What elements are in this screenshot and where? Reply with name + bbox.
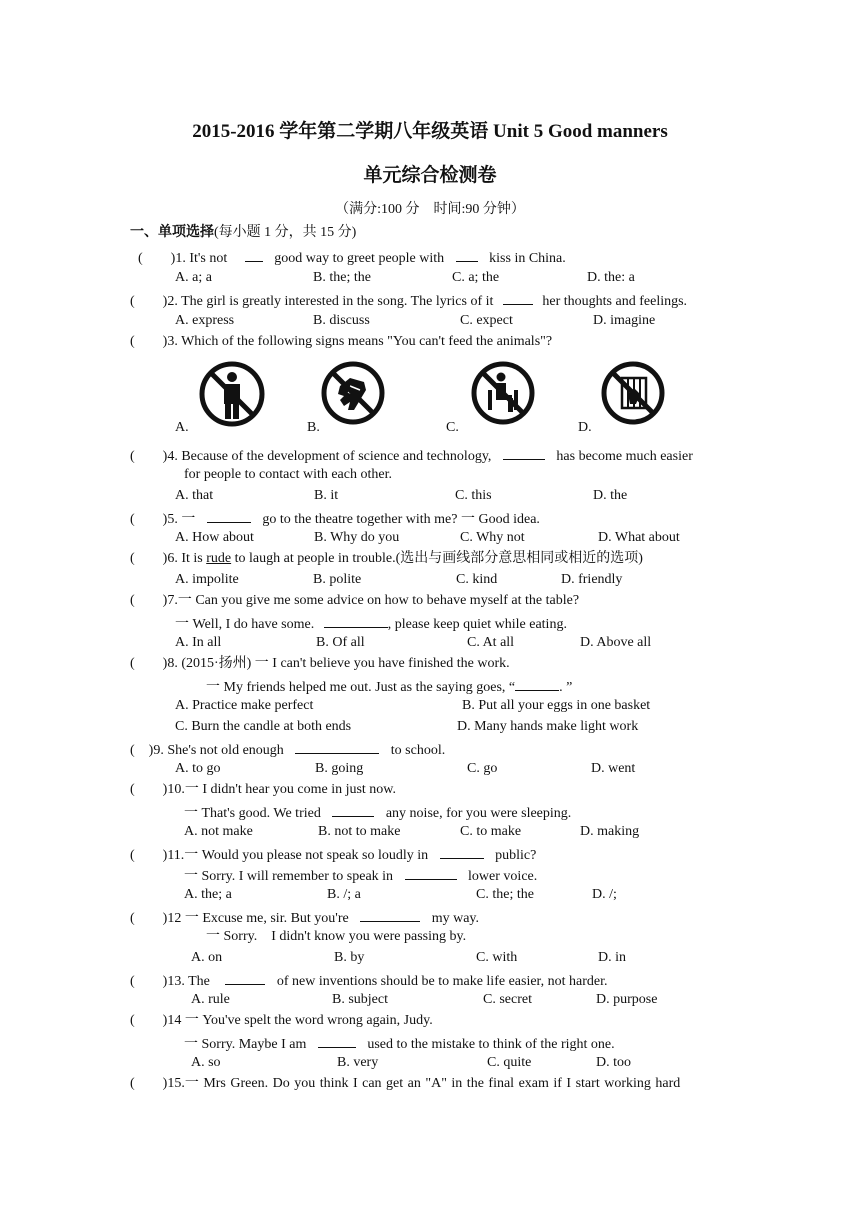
exam-title: 2015-2016 学年第二学期八年级英语 Unit 5 Good manners [192, 121, 668, 142]
q7-opt-b: B. Of all [316, 635, 365, 650]
question-2 [130, 290, 687, 311]
q13-opt-d: D. purpose [596, 992, 658, 1007]
section-title: 一、单项选择 [130, 225, 214, 240]
q13-opt-c: C. secret [483, 992, 532, 1007]
q8-opt-d: D. Many hands make light work [457, 719, 639, 734]
question-3: ( )3. Which of the following signs means "You can't feed the animals"? [130, 334, 553, 349]
q4-stem: ( )4. Because of the development of science and technology, [130, 449, 492, 464]
q8-stem-2: 一 My friends helped me out. Just as the saying goes, “ [206, 680, 516, 695]
q7-blank [324, 613, 388, 628]
q11-opt-b: B. /; a [327, 887, 361, 902]
q8-opt-c: C. Burn the candle at both ends [175, 719, 352, 734]
q5-opt-d: D. What about [598, 530, 680, 545]
q1-stem-2: good way to greet people with [274, 251, 445, 266]
q11-stem: ( )11.一 Would you please not speak so loudly in [130, 848, 429, 863]
q8-opt-b: B. Put all your eggs in one basket [462, 698, 651, 713]
q12-reply: 一 Sorry. I didn't know you were passing by. [206, 929, 467, 944]
q6-opt-b: B. polite [313, 572, 362, 587]
q12-stem: ( )12 一 Excuse me, sir. But you're [130, 911, 349, 926]
q14-stem-3: used to the mistake to think of the right one. [367, 1037, 615, 1052]
q10-opt-b: B. not to make [318, 824, 401, 839]
q4-stem-2: has become much easier [556, 449, 693, 464]
question-9 [130, 739, 445, 760]
q13-opt-b: B. subject [332, 992, 388, 1007]
q13-stem-2: of new inventions should be to make life easier, not harder. [276, 974, 608, 989]
q11-stem-2: public? [495, 848, 537, 863]
q8-stem-3: . ” [559, 680, 573, 695]
q5-opt-b: B. Why do you [314, 530, 400, 545]
q9-stem-2: to school. [390, 743, 446, 758]
no-sitting-sign-icon [470, 360, 536, 426]
q3-opt-d: D. [578, 420, 592, 435]
q11-opt-a: A. the; a [184, 887, 232, 902]
q12-opt-c: C. with [476, 950, 518, 965]
q3-opt-a: A. [175, 420, 189, 435]
q7-reply [175, 613, 567, 634]
q11-blank-2 [405, 865, 457, 880]
q14-opt-d: D. too [596, 1055, 631, 1070]
q11-blank-1 [440, 844, 484, 859]
question-12 [130, 907, 479, 928]
q4-opt-d: D. the [593, 488, 628, 503]
q1-stem: ( )1. It's not [138, 251, 228, 266]
q9-stem: ( )9. She's not old enough [130, 743, 284, 758]
q11-stem-4: lower voice. [468, 869, 538, 884]
q6-opt-c: C. kind [456, 572, 498, 587]
q7-opt-d: D. Above all [580, 635, 652, 650]
q13-stem: ( )13. The [130, 974, 210, 989]
question-11 [130, 844, 536, 865]
section-heading [130, 224, 356, 242]
q12-opt-a: A. on [191, 950, 223, 965]
q14-blank [318, 1033, 356, 1048]
q14-opt-b: B. very [337, 1055, 379, 1070]
q1-opt-b: B. the; the [313, 270, 371, 285]
q10-opt-a: A. not make [184, 824, 253, 839]
section-note: (每小题 1 分，共 15 分) [214, 225, 357, 240]
q7-stem-3: , please keep quiet while eating. [387, 617, 567, 632]
question-10: ( )10.一 I didn't hear you come in just now. [130, 782, 397, 797]
question-1 [138, 247, 566, 268]
q10-reply [184, 802, 571, 823]
q5-stem-2: go to the theatre together with me? 一 Good idea. [262, 512, 540, 527]
q4-stem-3: for people to contact with each other. [184, 467, 392, 482]
q9-opt-d: D. went [591, 761, 636, 776]
score-time-note: （满分:100 分 时间:90 分钟） [335, 202, 525, 217]
q6-underlined-word: rude [206, 551, 232, 566]
question-14: ( )14 一 You've spelt the word wrong again, Judy. [130, 1013, 433, 1028]
q13-opt-a: A. rule [191, 992, 230, 1007]
q2-opt-a: A. express [175, 313, 235, 328]
q11-stem-3: 一 Sorry. I will remember to speak in [184, 869, 394, 884]
exam-subtitle: 单元综合检测卷 [363, 165, 497, 186]
q4-opt-c: C. this [455, 488, 492, 503]
q1-opt-a: A. a; a [175, 270, 212, 285]
q4-opt-a: A. that [175, 488, 214, 503]
q3-opt-c: C. [446, 420, 459, 435]
q6-opt-a: A. impolite [175, 572, 239, 587]
q9-opt-c: C. go [467, 761, 498, 776]
q12-stem-2: my way. [431, 911, 480, 926]
q12-blank [360, 907, 420, 922]
q5-blank [207, 508, 251, 523]
question-8: ( )8. (2015·扬州) 一 I can't believe you have finished the work. [130, 656, 510, 671]
no-entry-cage-sign-icon [600, 360, 666, 426]
no-feeding-hand-sign-icon [320, 360, 386, 426]
q11-reply [184, 865, 537, 886]
q13-blank [225, 970, 265, 985]
question-7: ( )7.一 Can you give me some advice on how to behave myself at the table? [130, 593, 580, 608]
q5-stem: ( )5. 一 [130, 512, 196, 527]
q10-opt-d: D. making [580, 824, 640, 839]
q2-stem-2: her thoughts and feelings. [542, 294, 688, 309]
q10-blank [332, 802, 374, 817]
q1-blank-1 [245, 247, 263, 262]
q10-stem-2: 一 That's good. We tried [184, 806, 321, 821]
question-4 [130, 445, 693, 466]
q5-opt-a: A. How about [175, 530, 254, 545]
q5-opt-c: C. Why not [460, 530, 525, 545]
q2-opt-c: C. expect [460, 313, 513, 328]
q2-opt-d: D. imagine [593, 313, 656, 328]
q14-reply [184, 1033, 615, 1054]
q11-opt-d: D. /; [592, 887, 617, 902]
q7-stem-2: 一 Well, I do have some. [175, 617, 315, 632]
q2-blank [503, 290, 533, 305]
q4-opt-b: B. it [314, 488, 339, 503]
q14-opt-a: A. so [191, 1055, 221, 1070]
question-13 [130, 970, 608, 991]
q9-opt-a: A. to go [175, 761, 221, 776]
q6-opt-d: D. friendly [561, 572, 623, 587]
q7-opt-a: A. In all [175, 635, 222, 650]
q8-reply [206, 676, 572, 697]
question-5 [130, 508, 540, 529]
q10-stem-3: any noise, for you were sleeping. [385, 806, 572, 821]
q7-opt-c: C. At all [467, 635, 515, 650]
question-6 [130, 550, 643, 568]
q6-stem: ( )6. It is [130, 551, 203, 566]
q14-stem-2: 一 Sorry. Maybe I am [184, 1037, 307, 1052]
q10-opt-c: C. to make [460, 824, 522, 839]
q1-blank-2 [456, 247, 478, 262]
q8-blank [515, 676, 559, 691]
q6-stem-2: to laugh at people in trouble.(选出与画线部分意思相同或相近的选项) [234, 551, 643, 566]
q11-opt-c: C. the; the [476, 887, 534, 902]
q1-stem-3: kiss in China. [489, 251, 566, 266]
question-15: ( )15.一 Mrs Green. Do you think I can get an "A" in the final exam if I start working hard [130, 1076, 681, 1091]
q2-opt-b: B. discuss [313, 313, 370, 328]
q4-blank [503, 445, 545, 460]
q1-opt-c: C. a; the [452, 270, 500, 285]
q1-opt-d: D. the: a [587, 270, 635, 285]
q3-opt-b: B. [307, 420, 320, 435]
q8-opt-a: A. Practice make perfect [175, 698, 314, 713]
q12-opt-d: D. in [598, 950, 626, 965]
q12-opt-b: B. by [334, 950, 365, 965]
q9-blank [295, 739, 379, 754]
q2-stem: ( )2. The girl is greatly interested in the song. The lyrics of it [130, 294, 494, 309]
no-person-sign-icon [198, 360, 266, 428]
q9-opt-b: B. going [315, 761, 364, 776]
q14-opt-c: C. quite [487, 1055, 532, 1070]
